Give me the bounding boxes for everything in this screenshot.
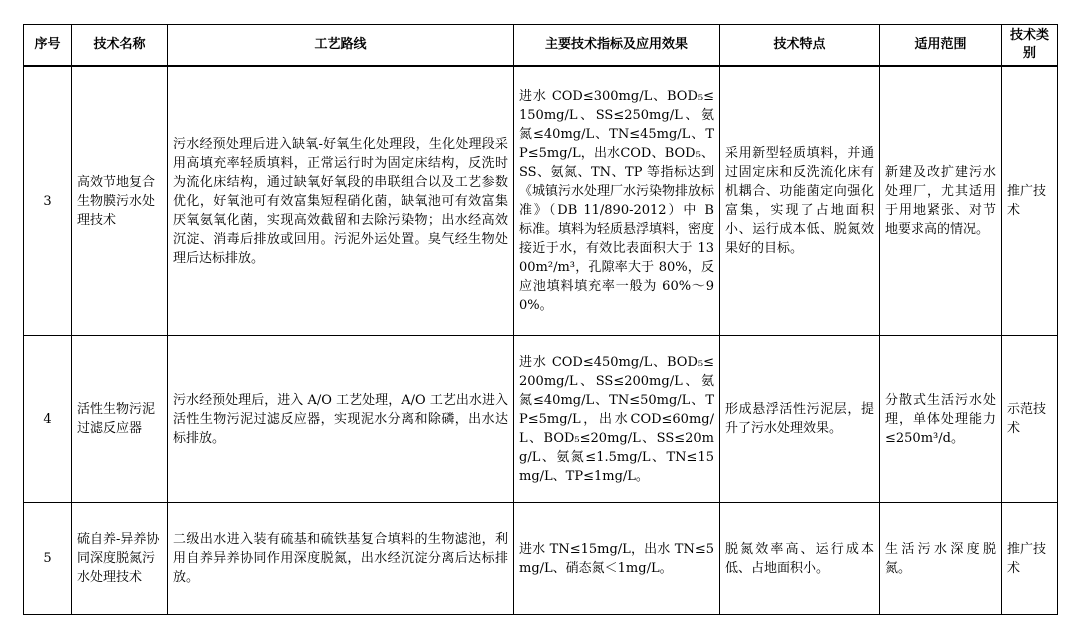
cell-name: 活性生物污泥过滤反应器 [72, 336, 168, 503]
table-header-row [24, 25, 1058, 67]
cell-category: 推广技术 [1002, 503, 1058, 615]
cell-indicators: 进水 COD≤450mg/L、BOD₅≤200mg/L、SS≤200mg/L、氨氮≤40mg/L、TN≤50mg/L、TP≤5mg/L，出水COD≤60mg/L、BOD₅≤20mg/L、SS≤20mg/L、氨氮≤1.5mg/L、TN≤15mg/L、TP≤1mg/L。 [514, 336, 720, 503]
cell-scope: 新建及改扩建污水处理厂，尤其适用于用地紧张、对节地要求高的情况。 [880, 66, 1002, 336]
header-scope: 适用范围 [880, 25, 1002, 67]
cell-features: 形成悬浮活性污泥层，提升了污水处理效果。 [720, 336, 880, 503]
cell-route: 污水经预处理后进入缺氧-好氧生化处理段，生化处理段采用高填充率轻质填料，正常运行时为固定床结构，反洗时为流化床结构，通过缺氧好氧段的串联组合以及工艺参数优化，好氧池可有效富集短程硝化菌，缺氧池可有效富集厌氧氨氧化菌，实现高效截留和去除污染物；出水经高效沉淀、消毒后排放或回用。污泥外运处置。臭气经生物处理后达标排放。 [168, 66, 514, 336]
cell-features: 脱氮效率高、运行成本低、占地面积小。 [720, 503, 880, 615]
table-row [24, 503, 1058, 615]
cell-name: 高效节地复合生物膜污水处理技术 [72, 66, 168, 336]
cell-indicators: 进水 TN≤15mg/L，出水 TN≤5mg/L、硝态氮＜1mg/L。 [514, 503, 720, 615]
cell-category: 示范技术 [1002, 336, 1058, 503]
header-features: 技术特点 [720, 25, 880, 67]
cell-route: 二级出水进入装有硫基和硫铁基复合填料的生物滤池，利用自养异养协同作用深度脱氮，出水经沉淀分离后达标排放。 [168, 503, 514, 615]
header-route: 工艺路线 [168, 25, 514, 67]
cell-no: 5 [24, 503, 72, 615]
technology-table [23, 24, 1058, 615]
cell-scope: 分散式生活污水处理，单体处理能力≤250m³/d。 [880, 336, 1002, 503]
technology-table-container [23, 24, 1057, 615]
header-indicators: 主要技术指标及应用效果 [514, 25, 720, 67]
cell-no: 3 [24, 66, 72, 336]
header-no: 序号 [24, 25, 72, 67]
cell-indicators: 进水 COD≤300mg/L、BOD₅≤150mg/L、SS≤250mg/L、氨氮≤40mg/L、TN≤45mg/L、TP≤5mg/L，出水COD、BOD₅、SS、氨氮、TN、TP 等指标达到《城镇污水处理厂水污染物排放标准》（DB 11/890-2012）中 B 标准。填料为轻质悬浮填料，密度接近于水，有效比表面积大于 1300m²/m³，孔隙率大于 80%，反应池填料填充率一般为 60%～90%。 [514, 66, 720, 336]
cell-scope: 生活污水深度脱氮。 [880, 503, 1002, 615]
table-row [24, 66, 1058, 336]
cell-route: 污水经预处理后，进入 A/O 工艺处理，A/O 工艺出水进入活性生物污泥过滤反应器，实现泥水分离和除磷，出水达标排放。 [168, 336, 514, 503]
header-category: 技术类别 [1002, 25, 1058, 67]
cell-name: 硫自养-异养协同深度脱氮污水处理技术 [72, 503, 168, 615]
cell-category: 推广技术 [1002, 66, 1058, 336]
cell-features: 采用新型轻质填料，并通过固定床和反洗流化床有机耦合、功能菌定向强化富集，实现了占地面积小、运行成本低、脱氮效果好的目标。 [720, 66, 880, 336]
header-name: 技术名称 [72, 25, 168, 67]
table-row [24, 336, 1058, 503]
cell-no: 4 [24, 336, 72, 503]
